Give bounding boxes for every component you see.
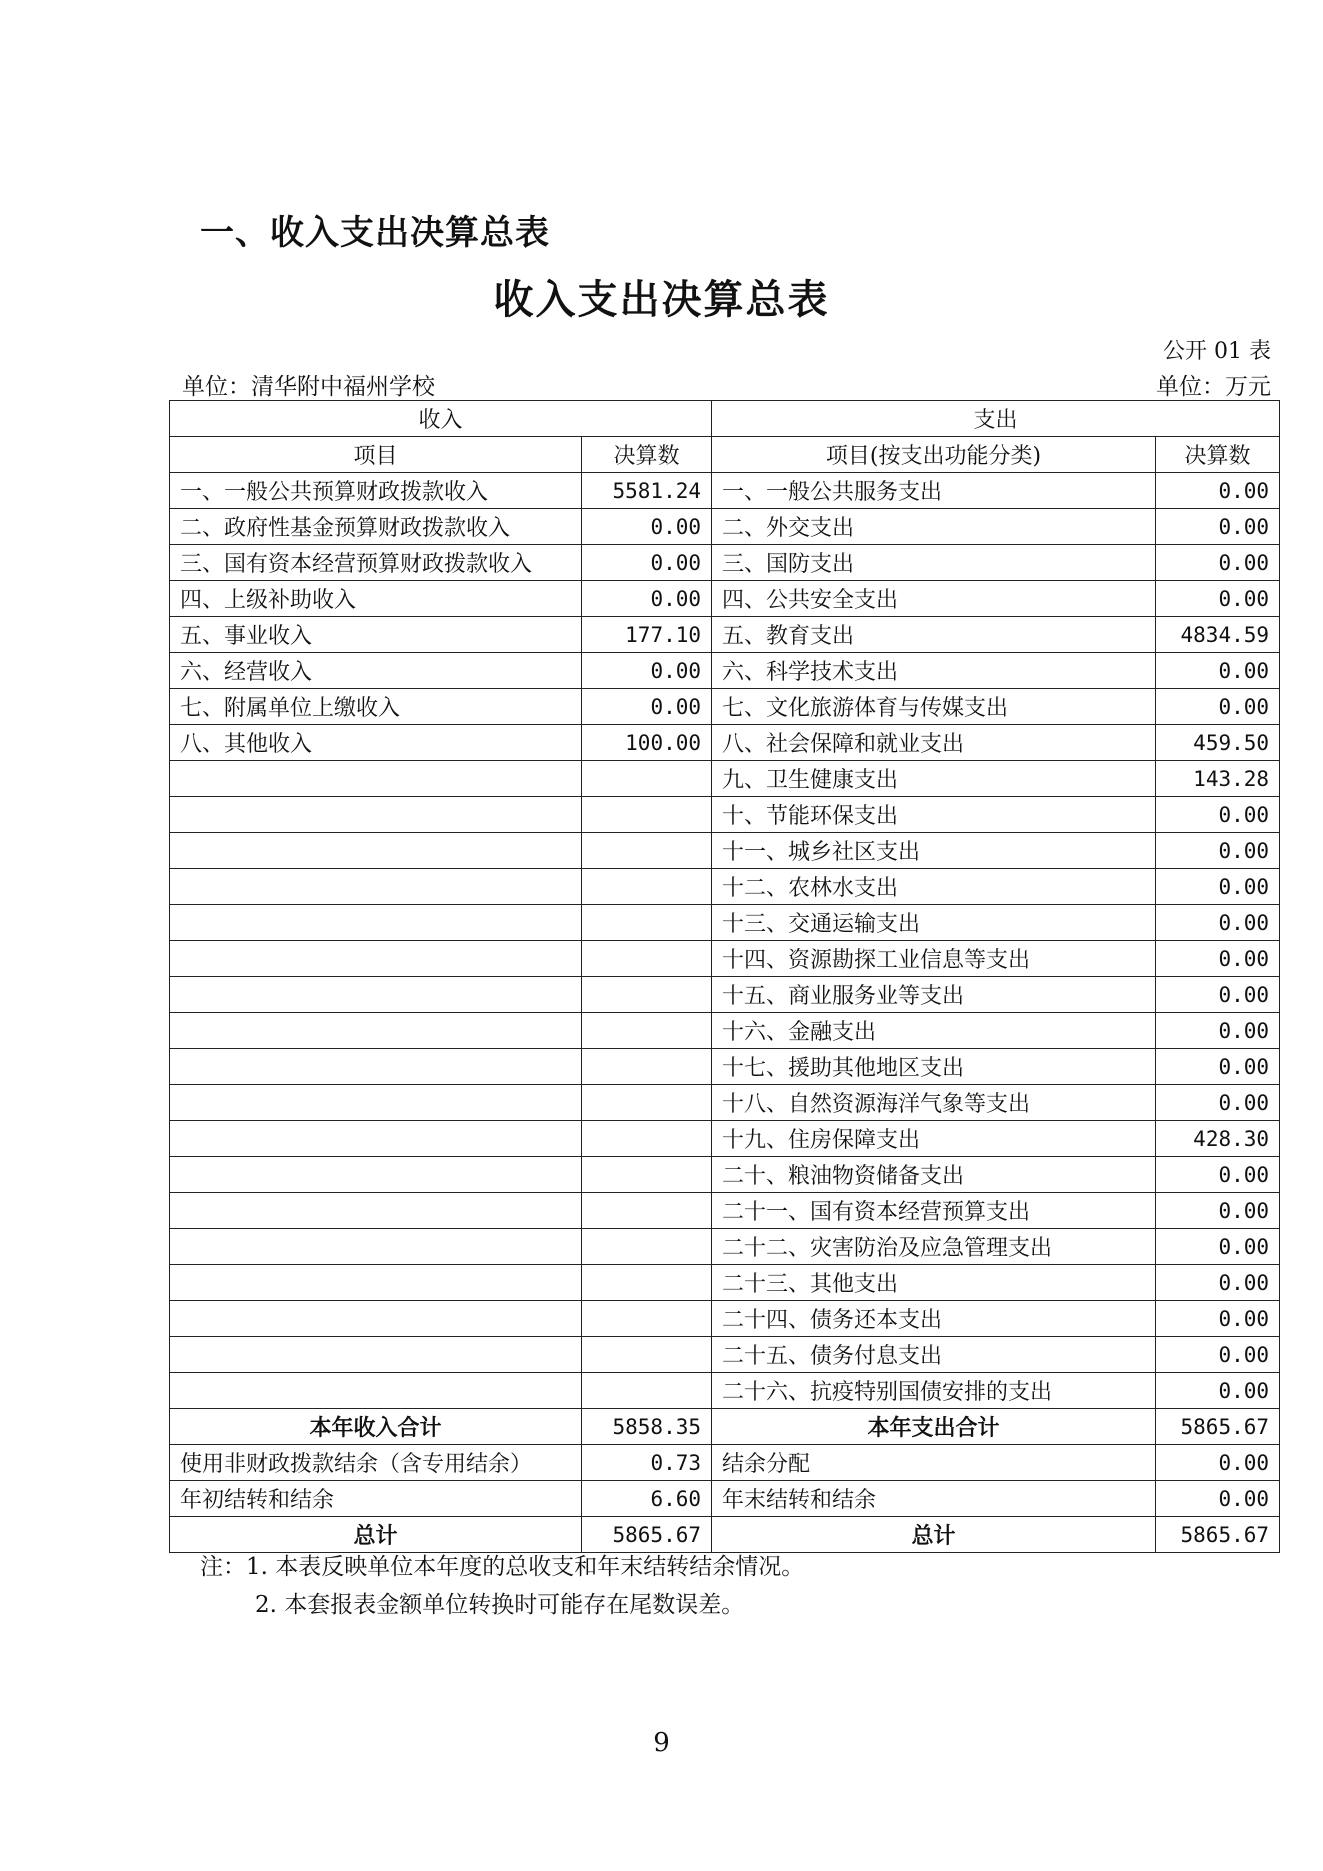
income-amount bbox=[582, 761, 712, 797]
expense-item: 二十一、国有资本经营预算支出 bbox=[712, 1193, 1156, 1229]
table-row bbox=[170, 689, 1280, 725]
expense-item: 十三、交通运输支出 bbox=[712, 905, 1156, 941]
table-row bbox=[170, 1301, 1280, 1337]
income-amount: 5581.24 bbox=[582, 473, 712, 509]
expense-amount: 428.30 bbox=[1156, 1121, 1280, 1157]
expense-amount: 0.00 bbox=[1156, 689, 1280, 725]
income-amount bbox=[582, 833, 712, 869]
table-row bbox=[170, 1373, 1280, 1409]
expense-item: 六、科学技术支出 bbox=[712, 653, 1156, 689]
table-row bbox=[170, 833, 1280, 869]
expense-item: 十五、商业服务业等支出 bbox=[712, 977, 1156, 1013]
expense-item: 十六、金融支出 bbox=[712, 1013, 1156, 1049]
expense-item-header: 项目(按支出功能分类) bbox=[712, 437, 1156, 473]
expense-item: 十九、住房保障支出 bbox=[712, 1121, 1156, 1157]
expense-amount: 459.50 bbox=[1156, 725, 1280, 761]
unit-currency: 单位：万元 bbox=[1156, 374, 1271, 400]
income-amount bbox=[582, 905, 712, 941]
expense-amount: 4834.59 bbox=[1156, 617, 1280, 653]
table-row bbox=[170, 653, 1280, 689]
expense-item: 十、节能环保支出 bbox=[712, 797, 1156, 833]
note-line-2: 2. 本套报表金额单位转换时可能存在尾数误差。 bbox=[255, 1592, 745, 1618]
table-group-header bbox=[170, 401, 1280, 437]
expense-amount: 0.00 bbox=[1156, 905, 1280, 941]
income-amount bbox=[582, 941, 712, 977]
budget-table bbox=[169, 400, 1280, 1553]
table-row bbox=[170, 1337, 1280, 1373]
income-amount: 0.00 bbox=[582, 545, 712, 581]
income-amount: 0.00 bbox=[582, 689, 712, 725]
table-row bbox=[170, 1193, 1280, 1229]
expense-amount: 0.00 bbox=[1156, 653, 1280, 689]
income-item-header: 项目 bbox=[170, 437, 582, 473]
expense-amount: 0.00 bbox=[1156, 1049, 1280, 1085]
income-item bbox=[170, 1085, 582, 1121]
income-amount bbox=[582, 1085, 712, 1121]
expense-amount: 0.00 bbox=[1156, 1337, 1280, 1373]
expense-amount: 0.00 bbox=[1156, 1085, 1280, 1121]
table-row bbox=[170, 1157, 1280, 1193]
expense-amount: 0.00 bbox=[1156, 833, 1280, 869]
expense-item: 二十五、债务付息支出 bbox=[712, 1337, 1156, 1373]
expense-amount: 0.00 bbox=[1156, 473, 1280, 509]
expense-item: 十七、援助其他地区支出 bbox=[712, 1049, 1156, 1085]
expense-amount: 0.00 bbox=[1156, 581, 1280, 617]
income-amount bbox=[582, 977, 712, 1013]
income-item bbox=[170, 1373, 582, 1409]
income-amount: 100.00 bbox=[582, 725, 712, 761]
expense-amount: 0.00 bbox=[1156, 977, 1280, 1013]
table-row bbox=[170, 545, 1280, 581]
income-amount bbox=[582, 797, 712, 833]
table-row bbox=[170, 1121, 1280, 1157]
table-row bbox=[170, 1265, 1280, 1301]
income-item bbox=[170, 977, 582, 1013]
expense-item: 八、社会保障和就业支出 bbox=[712, 725, 1156, 761]
expense-amount: 0.00 bbox=[1156, 1265, 1280, 1301]
table-row bbox=[170, 941, 1280, 977]
income-item bbox=[170, 1229, 582, 1265]
expense-group-header: 支出 bbox=[712, 401, 1280, 437]
income-amount bbox=[582, 1013, 712, 1049]
income-amount bbox=[582, 1337, 712, 1373]
expense-item: 年末结转和结余 bbox=[712, 1481, 1156, 1517]
income-item bbox=[170, 941, 582, 977]
income-item: 一、一般公共预算财政拨款收入 bbox=[170, 473, 582, 509]
income-item bbox=[170, 1337, 582, 1373]
expense-amount: 143.28 bbox=[1156, 761, 1280, 797]
expense-item: 二十二、灾害防治及应急管理支出 bbox=[712, 1229, 1156, 1265]
income-amount: 0.00 bbox=[582, 509, 712, 545]
income-item bbox=[170, 905, 582, 941]
expense-amount: 0.00 bbox=[1156, 1157, 1280, 1193]
table-row bbox=[170, 1229, 1280, 1265]
expense-item: 十四、资源勘探工业信息等支出 bbox=[712, 941, 1156, 977]
expense-item: 结余分配 bbox=[712, 1445, 1156, 1481]
table-body bbox=[170, 473, 1280, 1409]
expense-item: 十一、城乡社区支出 bbox=[712, 833, 1156, 869]
income-item: 五、事业收入 bbox=[170, 617, 582, 653]
income-item: 年初结转和结余 bbox=[170, 1481, 582, 1517]
income-amount: 0.00 bbox=[582, 653, 712, 689]
income-amount bbox=[582, 1121, 712, 1157]
income-item bbox=[170, 869, 582, 905]
income-grand-total-label: 总计 bbox=[170, 1517, 582, 1553]
table-row bbox=[170, 617, 1280, 653]
income-item: 二、政府性基金预算财政拨款收入 bbox=[170, 509, 582, 545]
income-item bbox=[170, 1049, 582, 1085]
expense-item: 九、卫生健康支出 bbox=[712, 761, 1156, 797]
income-item: 七、附属单位上缴收入 bbox=[170, 689, 582, 725]
expense-item: 三、国防支出 bbox=[712, 545, 1156, 581]
income-item: 三、国有资本经营预算财政拨款收入 bbox=[170, 545, 582, 581]
income-amount bbox=[582, 1229, 712, 1265]
income-amount: 6.60 bbox=[582, 1481, 712, 1517]
expense-amount: 0.00 bbox=[1156, 1193, 1280, 1229]
income-item: 八、其他收入 bbox=[170, 725, 582, 761]
note-line-1: 注：1. 本表反映单位本年度的总收支和年末结转结余情况。 bbox=[200, 1554, 805, 1580]
income-amount: 0.73 bbox=[582, 1445, 712, 1481]
income-total-label: 本年收入合计 bbox=[170, 1409, 582, 1445]
table-row bbox=[170, 581, 1280, 617]
income-amount bbox=[582, 1373, 712, 1409]
table-row bbox=[170, 797, 1280, 833]
income-grand-total-value: 5865.67 bbox=[582, 1517, 712, 1553]
expense-item: 二十、粮油物资储备支出 bbox=[712, 1157, 1156, 1193]
income-item bbox=[170, 833, 582, 869]
expense-item: 二十三、其他支出 bbox=[712, 1265, 1156, 1301]
expense-item: 二、外交支出 bbox=[712, 509, 1156, 545]
table-footer bbox=[170, 1409, 1280, 1553]
expense-amount-header: 决算数 bbox=[1156, 437, 1280, 473]
income-amount-header: 决算数 bbox=[582, 437, 712, 473]
income-amount bbox=[582, 1193, 712, 1229]
expense-total-value: 5865.67 bbox=[1156, 1409, 1280, 1445]
income-amount bbox=[582, 869, 712, 905]
income-item: 四、上级补助收入 bbox=[170, 581, 582, 617]
page-number: 9 bbox=[653, 1728, 670, 1758]
table-row bbox=[170, 509, 1280, 545]
income-amount bbox=[582, 1265, 712, 1301]
expense-item: 二十四、债务还本支出 bbox=[712, 1301, 1156, 1337]
table-row bbox=[170, 761, 1280, 797]
income-item: 使用非财政拨款结余（含专用结余） bbox=[170, 1445, 582, 1481]
table-row bbox=[170, 1049, 1280, 1085]
table-row bbox=[170, 1445, 1280, 1481]
income-item bbox=[170, 1301, 582, 1337]
table-column-header bbox=[170, 437, 1280, 473]
table-row bbox=[170, 905, 1280, 941]
expense-amount: 0.00 bbox=[1156, 1013, 1280, 1049]
expense-amount: 0.00 bbox=[1156, 1481, 1280, 1517]
expense-item: 二十六、抗疫特别国债安排的支出 bbox=[712, 1373, 1156, 1409]
expense-amount: 0.00 bbox=[1156, 1229, 1280, 1265]
income-item bbox=[170, 1193, 582, 1229]
expense-item: 五、教育支出 bbox=[712, 617, 1156, 653]
income-item bbox=[170, 797, 582, 833]
page-title: 收入支出决算总表 bbox=[493, 277, 830, 323]
table-row bbox=[170, 869, 1280, 905]
notes bbox=[200, 1548, 804, 1624]
expense-amount: 0.00 bbox=[1156, 941, 1280, 977]
expense-amount: 0.00 bbox=[1156, 545, 1280, 581]
section-heading: 一、收入支出决算总表 bbox=[200, 213, 550, 253]
expense-item: 四、公共安全支出 bbox=[712, 581, 1156, 617]
unit-organization: 单位：清华附中福州学校 bbox=[182, 374, 435, 400]
expense-grand-total-label: 总计 bbox=[712, 1517, 1156, 1553]
income-total-value: 5858.35 bbox=[582, 1409, 712, 1445]
income-item bbox=[170, 1121, 582, 1157]
income-amount: 177.10 bbox=[582, 617, 712, 653]
table-row bbox=[170, 1085, 1280, 1121]
table-row bbox=[170, 473, 1280, 509]
expense-amount: 0.00 bbox=[1156, 797, 1280, 833]
income-amount: 0.00 bbox=[582, 581, 712, 617]
income-item bbox=[170, 1157, 582, 1193]
income-group-header: 收入 bbox=[170, 401, 712, 437]
income-amount bbox=[582, 1301, 712, 1337]
income-item bbox=[170, 1265, 582, 1301]
totals-row bbox=[170, 1409, 1280, 1445]
form-code: 公开 01 表 bbox=[1163, 339, 1271, 364]
table-row bbox=[170, 1481, 1280, 1517]
income-amount bbox=[582, 1157, 712, 1193]
expense-amount: 0.00 bbox=[1156, 509, 1280, 545]
income-item bbox=[170, 1013, 582, 1049]
expense-amount: 0.00 bbox=[1156, 869, 1280, 905]
expense-item: 七、文化旅游体育与传媒支出 bbox=[712, 689, 1156, 725]
expense-total-label: 本年支出合计 bbox=[712, 1409, 1156, 1445]
table-row bbox=[170, 977, 1280, 1013]
income-amount bbox=[582, 1049, 712, 1085]
expense-item: 十八、自然资源海洋气象等支出 bbox=[712, 1085, 1156, 1121]
expense-item: 十二、农林水支出 bbox=[712, 869, 1156, 905]
expense-grand-total-value: 5865.67 bbox=[1156, 1517, 1280, 1553]
income-item: 六、经营收入 bbox=[170, 653, 582, 689]
expense-item: 一、一般公共服务支出 bbox=[712, 473, 1156, 509]
expense-amount: 0.00 bbox=[1156, 1301, 1280, 1337]
table-row bbox=[170, 1013, 1280, 1049]
income-item bbox=[170, 761, 582, 797]
expense-amount: 0.00 bbox=[1156, 1445, 1280, 1481]
expense-amount: 0.00 bbox=[1156, 1373, 1280, 1409]
table-row bbox=[170, 725, 1280, 761]
